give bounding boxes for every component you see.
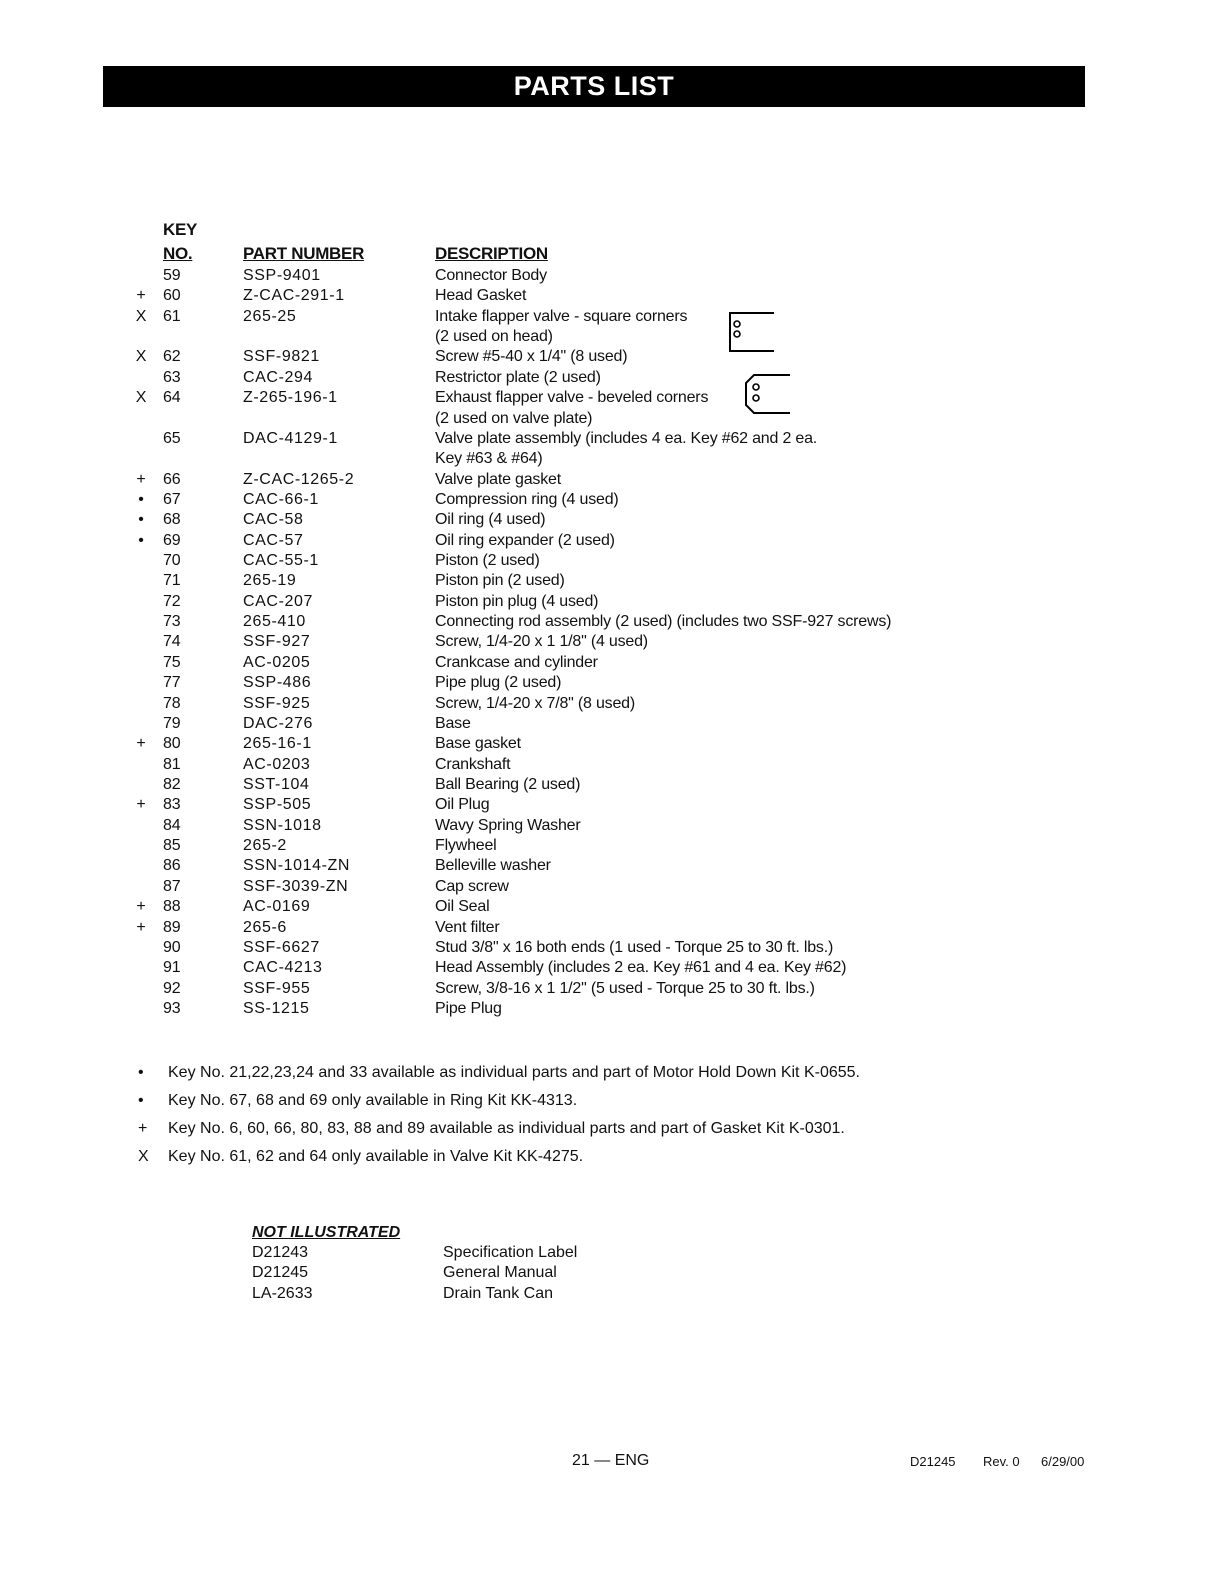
part-number: Z-CAC-1265-2 (243, 470, 355, 488)
key-number: 69 (163, 531, 181, 549)
part-number: CAC-207 (243, 592, 314, 610)
table-row (0, 571, 1210, 591)
part-description: Key #63 & #64) (435, 450, 543, 468)
key-number: 74 (163, 633, 181, 651)
table-row (0, 795, 1210, 815)
part-description: Crankcase and cylinder (435, 653, 598, 671)
part-description: Base (435, 714, 471, 732)
part-description: Stud 3/8" x 16 both ends (1 used - Torque 25 to 30 ft. lbs.) (435, 938, 834, 956)
part-description: Pipe plug (2 used) (435, 674, 562, 692)
part-number: SSP-505 (243, 796, 312, 814)
key-number: 87 (163, 877, 181, 895)
key-header-line1: KEY (163, 220, 198, 239)
key-number: 85 (163, 837, 181, 855)
part-description: Valve plate assembly (includes 4 ea. Key #62 and 2 ea. (435, 429, 818, 447)
part-description: (2 used on head) (435, 328, 553, 346)
part-number: 265-16-1 (243, 735, 312, 753)
part-number: SSF-925 (243, 694, 311, 712)
key-header-line2: NO. (163, 244, 193, 263)
key-number: 64 (163, 389, 181, 407)
kit-marker: X (135, 348, 147, 366)
kit-marker: + (136, 287, 146, 305)
key-number: 81 (163, 755, 181, 773)
table-row (0, 307, 1210, 327)
description-header: DESCRIPTION (435, 244, 548, 263)
key-number: 71 (163, 572, 181, 590)
part-description: Piston (2 used) (435, 552, 540, 570)
table-row (0, 897, 1210, 917)
key-number: 84 (163, 816, 181, 834)
part-number: 265-2 (243, 837, 287, 855)
part-description: Connecting rod assembly (2 used) (includes two SSF-927 screws) (435, 613, 892, 631)
key-number: 67 (163, 490, 181, 508)
part-description: Exhaust flapper valve - beveled corners (435, 389, 709, 407)
footnote-text: Key No. 61, 62 and 64 only available in Valve Kit KK-4275. (168, 1148, 584, 1165)
key-number: 72 (163, 592, 181, 610)
table-row (0, 653, 1210, 673)
part-description: Screw, 3/8-16 x 1 1/2" (5 used - Torque 25 to 30 ft. lbs.) (435, 979, 815, 997)
kit-marker: X (135, 389, 147, 407)
footnote (134, 1148, 583, 1166)
kit-marker: + (136, 735, 146, 753)
doc-number: D21245 (910, 1454, 956, 1469)
table-row (0, 755, 1210, 775)
part-description: Head Assembly (includes 2 ea. Key #61 and 4 ea. Key #62) (435, 959, 847, 977)
table-row (0, 286, 1210, 306)
part-number: AC-0205 (243, 653, 311, 671)
kit-marker: • (138, 490, 144, 508)
table-row (0, 347, 1210, 367)
key-number: 92 (163, 979, 181, 997)
part-description: Screw, 1/4-20 x 7/8" (8 used) (435, 694, 635, 712)
part-number: DAC-4129-1 (243, 429, 338, 447)
footnote (134, 1092, 577, 1110)
table-row (0, 714, 1210, 734)
part-number: SSN-1018 (243, 816, 322, 834)
table-row (0, 612, 1210, 632)
table-row (0, 388, 1210, 408)
part-number: 265-25 (243, 307, 297, 325)
footnote (134, 1064, 860, 1082)
table-row (0, 409, 1210, 429)
part-description: Connector Body (435, 267, 547, 284)
ni-part: D21245 (252, 1264, 309, 1281)
table-row (0, 368, 1210, 388)
table-row (0, 673, 1210, 693)
table-row (0, 938, 1210, 958)
table-row (0, 510, 1210, 530)
table-row (0, 958, 1210, 978)
kit-marker: • (138, 531, 144, 549)
part-description: Intake flapper valve - square corners (435, 307, 688, 325)
footnote-text: Key No. 6, 60, 66, 80, 83, 88 and 89 available as individual parts and part of Gasket Kit K-0301. (168, 1120, 845, 1137)
key-number: 88 (163, 898, 181, 916)
table-row (0, 734, 1210, 754)
part-description: Oil Seal (435, 898, 490, 916)
part-number: 265-6 (243, 918, 287, 936)
kit-marker: + (136, 898, 146, 916)
key-number: 93 (163, 999, 181, 1017)
key-number: 60 (163, 287, 181, 305)
part-number: CAC-4213 (243, 959, 323, 977)
key-number: 80 (163, 735, 181, 753)
table-row (0, 877, 1210, 897)
key-number: 86 (163, 857, 181, 875)
part-number: SSN-1014-ZN (243, 857, 351, 875)
part-number: 265-410 (243, 613, 306, 631)
part-number: SSF-955 (243, 979, 311, 997)
table-row (0, 551, 1210, 571)
part-description: Belleville washer (435, 857, 551, 875)
footnote-text: Key No. 67, 68 and 69 only available in Ring Kit KK-4313. (168, 1092, 578, 1109)
table-row (0, 327, 1210, 347)
ni-part: D21243 (252, 1244, 309, 1261)
table-row (0, 429, 1210, 449)
part-description: Oil Plug (435, 796, 490, 814)
part-number: AC-0203 (243, 755, 311, 773)
table-row (0, 632, 1210, 652)
part-description: Wavy Spring Washer (435, 816, 581, 834)
key-number: 90 (163, 938, 181, 956)
part-description: Compression ring (4 used) (435, 490, 619, 508)
part-number: SSF-9821 (243, 348, 320, 366)
parts-table (0, 266, 1210, 1019)
page-title: PARTS LIST (103, 66, 1085, 107)
part-description: (2 used on valve plate) (435, 409, 593, 427)
footnote-symbol: X (138, 1148, 149, 1165)
ni-desc: General Manual (443, 1264, 557, 1281)
part-description: Screw, 1/4-20 x 1 1/8" (4 used) (435, 633, 648, 651)
part-description: Oil ring expander (2 used) (435, 531, 615, 549)
key-number: 73 (163, 613, 181, 631)
table-row (0, 775, 1210, 795)
table-row (0, 531, 1210, 551)
kit-marker: + (136, 470, 146, 488)
revision: Rev. 0 (983, 1454, 1020, 1469)
part-description: Cap screw (435, 877, 509, 895)
kit-marker: • (138, 511, 144, 529)
table-row (0, 999, 1210, 1019)
part-number: CAC-66-1 (243, 490, 319, 508)
part-number: SSF-6627 (243, 938, 320, 956)
part-number: SSF-3039-ZN (243, 877, 349, 895)
part-number-header: PART NUMBER (243, 244, 365, 263)
key-number: 91 (163, 959, 181, 977)
part-number: CAC-57 (243, 531, 304, 549)
ni-desc: Specification Label (443, 1244, 578, 1261)
key-number: 65 (163, 429, 181, 447)
key-number: 66 (163, 470, 181, 488)
kit-marker: + (136, 796, 146, 814)
table-row (0, 470, 1210, 490)
part-number: CAC-55-1 (243, 552, 319, 570)
table-row (0, 816, 1210, 836)
part-number: SSF-927 (243, 633, 311, 651)
part-number: SS-1215 (243, 999, 310, 1017)
part-description: Piston pin (2 used) (435, 572, 565, 590)
key-number: 89 (163, 918, 181, 936)
footnote-text: Key No. 21,22,23,24 and 33 available as individual parts and part of Motor Hold Down Kit K-0655. (168, 1064, 860, 1081)
footnote-symbol: • (138, 1064, 144, 1081)
table-row (0, 694, 1210, 714)
part-description: Valve plate gasket (435, 470, 561, 488)
part-number: CAC-294 (243, 368, 314, 386)
key-number: 59 (163, 267, 181, 284)
part-description: Crankshaft (435, 755, 511, 773)
footnote (134, 1120, 845, 1138)
table-row (0, 856, 1210, 876)
ni-part: LA-2633 (252, 1285, 313, 1302)
part-description: Flywheel (435, 837, 497, 855)
key-number: 63 (163, 368, 181, 386)
part-number: CAC-58 (243, 511, 304, 529)
key-number: 82 (163, 775, 181, 793)
table-row (0, 836, 1210, 856)
part-number: DAC-276 (243, 714, 314, 732)
part-number: Z-CAC-291-1 (243, 287, 345, 305)
key-number: 77 (163, 674, 181, 692)
key-number: 78 (163, 694, 181, 712)
page-number: 21 — ENG (572, 1452, 650, 1469)
part-number: SST-104 (243, 775, 310, 793)
not-illustrated-heading: NOT ILLUSTRATED (252, 1224, 401, 1241)
key-number: 70 (163, 552, 181, 570)
part-number: SSP-486 (243, 674, 312, 692)
table-row (0, 979, 1210, 999)
table-row (0, 266, 1210, 286)
kit-marker: + (136, 918, 146, 936)
part-number: 265-19 (243, 572, 297, 590)
key-number: 75 (163, 653, 181, 671)
key-number: 62 (163, 348, 181, 366)
date: 6/29/00 (1041, 1454, 1085, 1469)
table-row (0, 490, 1210, 510)
key-number: 61 (163, 307, 181, 325)
key-number: 79 (163, 714, 181, 732)
part-description: Base gasket (435, 735, 521, 753)
part-number: AC-0169 (243, 898, 311, 916)
part-number: Z-265-196-1 (243, 389, 338, 407)
footnote-symbol: + (138, 1120, 148, 1137)
key-number: 68 (163, 511, 181, 529)
part-description: Restrictor plate (2 used) (435, 368, 601, 386)
part-description: Oil ring (4 used) (435, 511, 546, 529)
kit-marker: X (135, 307, 147, 325)
part-description: Head Gasket (435, 287, 527, 305)
table-row (0, 918, 1210, 938)
ni-desc: Drain Tank Can (443, 1285, 553, 1302)
part-description: Pipe Plug (435, 999, 502, 1017)
part-description: Ball Bearing (2 used) (435, 775, 581, 793)
key-number: 83 (163, 796, 181, 814)
table-row (0, 592, 1210, 612)
part-description: Piston pin plug (4 used) (435, 592, 599, 610)
part-description: Vent filter (435, 918, 500, 936)
table-row (0, 449, 1210, 469)
footnote-symbol: • (138, 1092, 144, 1109)
part-description: Screw #5-40 x 1/4" (8 used) (435, 348, 628, 366)
part-number: SSP-9401 (243, 267, 321, 284)
